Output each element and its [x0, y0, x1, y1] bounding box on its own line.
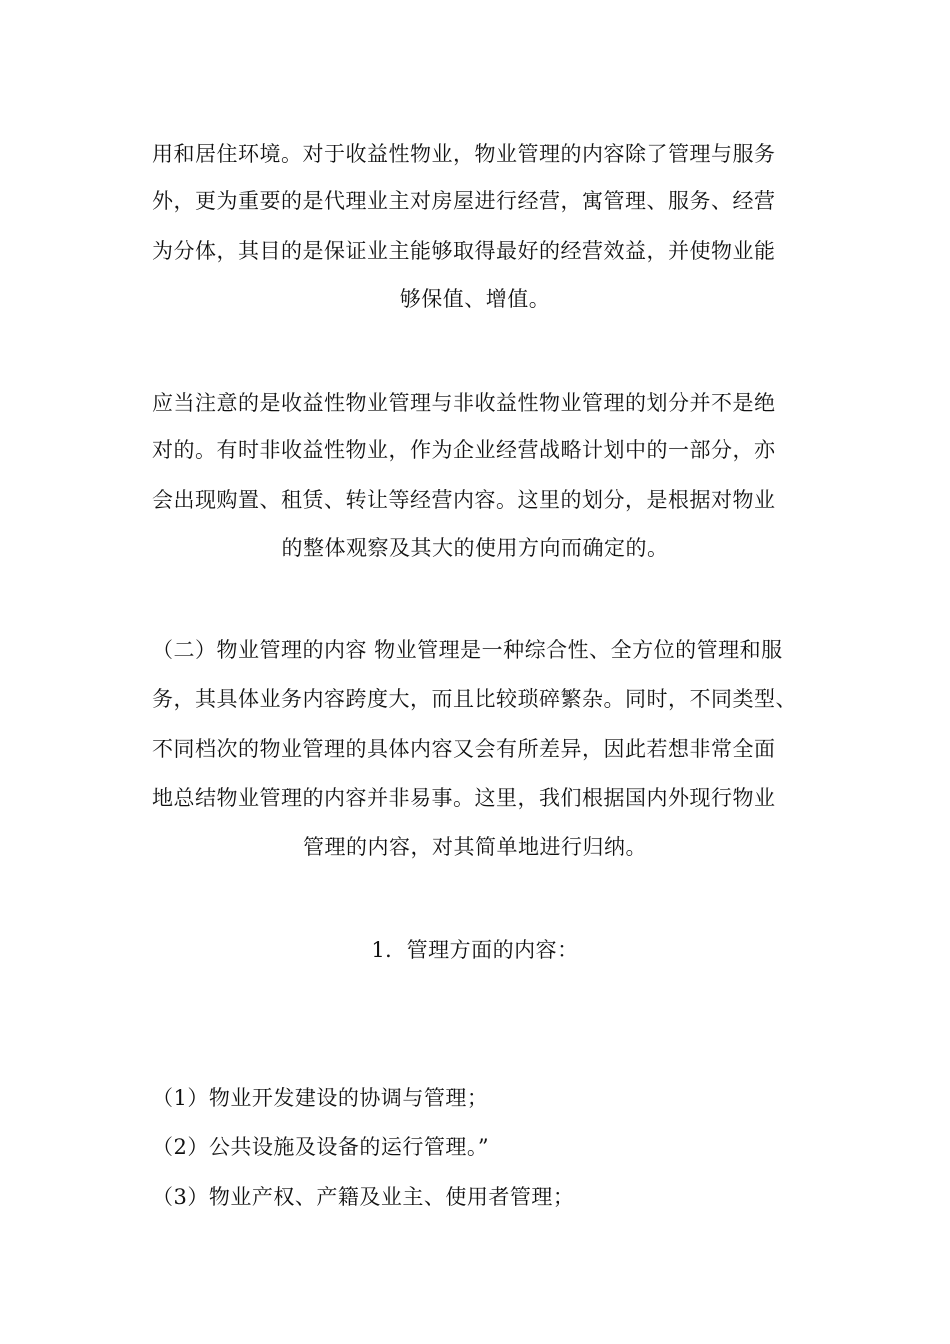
paragraph-3-line-5: 管理的内容，对其简单地进行归纳。: [303, 835, 647, 859]
paragraph-1-line-2: 外，更为重要的是代理业主对房屋进行经营，寓管理、服务、经营: [152, 189, 776, 213]
paragraph-2-line-4: 的整体观察及其大的使用方向而确定的。: [281, 536, 669, 560]
section-heading: 1．管理方面的内容：: [371, 938, 579, 962]
list-item-3: （3）物业产权、产籍及业主、使用者管理；: [152, 1185, 575, 1209]
paragraph-3-line-1: （二）物业管理的内容 物业管理是一种综合性、全方位的管理和服: [152, 638, 783, 662]
paragraph-1-line-3: 为分体，其目的是保证业主能够取得最好的经营效益，并使物业能: [152, 239, 776, 263]
list-item-2: （2）公共设施及设备的运行管理。”: [152, 1135, 490, 1159]
paragraph-2-line-2: 对的。有时非收益性物业，作为企业经营战略计划中的一部分，亦: [152, 438, 776, 462]
paragraph-1-line-1: 用和居住环境。对于收益性物业，物业管理的内容除了管理与服务: [152, 142, 776, 166]
paragraph-1-line-4: 够保值、增值。: [399, 287, 551, 311]
paragraph-2-line-1: 应当注意的是收益性物业管理与非收益性物业管理的划分并不是绝: [152, 391, 776, 415]
paragraph-3-line-2: 务，其具体业务内容跨度大，而且比较琐碎繁杂。同时，不同类型、: [152, 687, 797, 711]
list-item-1: （1）物业开发建设的协调与管理；: [152, 1086, 489, 1110]
paragraph-3-line-3: 不同档次的物业管理的具体内容又会有所差异，因此若想非常全面: [152, 737, 776, 761]
paragraph-2-line-3: 会出现购置、租赁、转让等经营内容。这里的划分，是根据对物业: [152, 488, 776, 512]
paragraph-3-line-4: 地总结物业管理的内容并非易事。这里，我们根据国内外现行物业: [152, 786, 776, 810]
